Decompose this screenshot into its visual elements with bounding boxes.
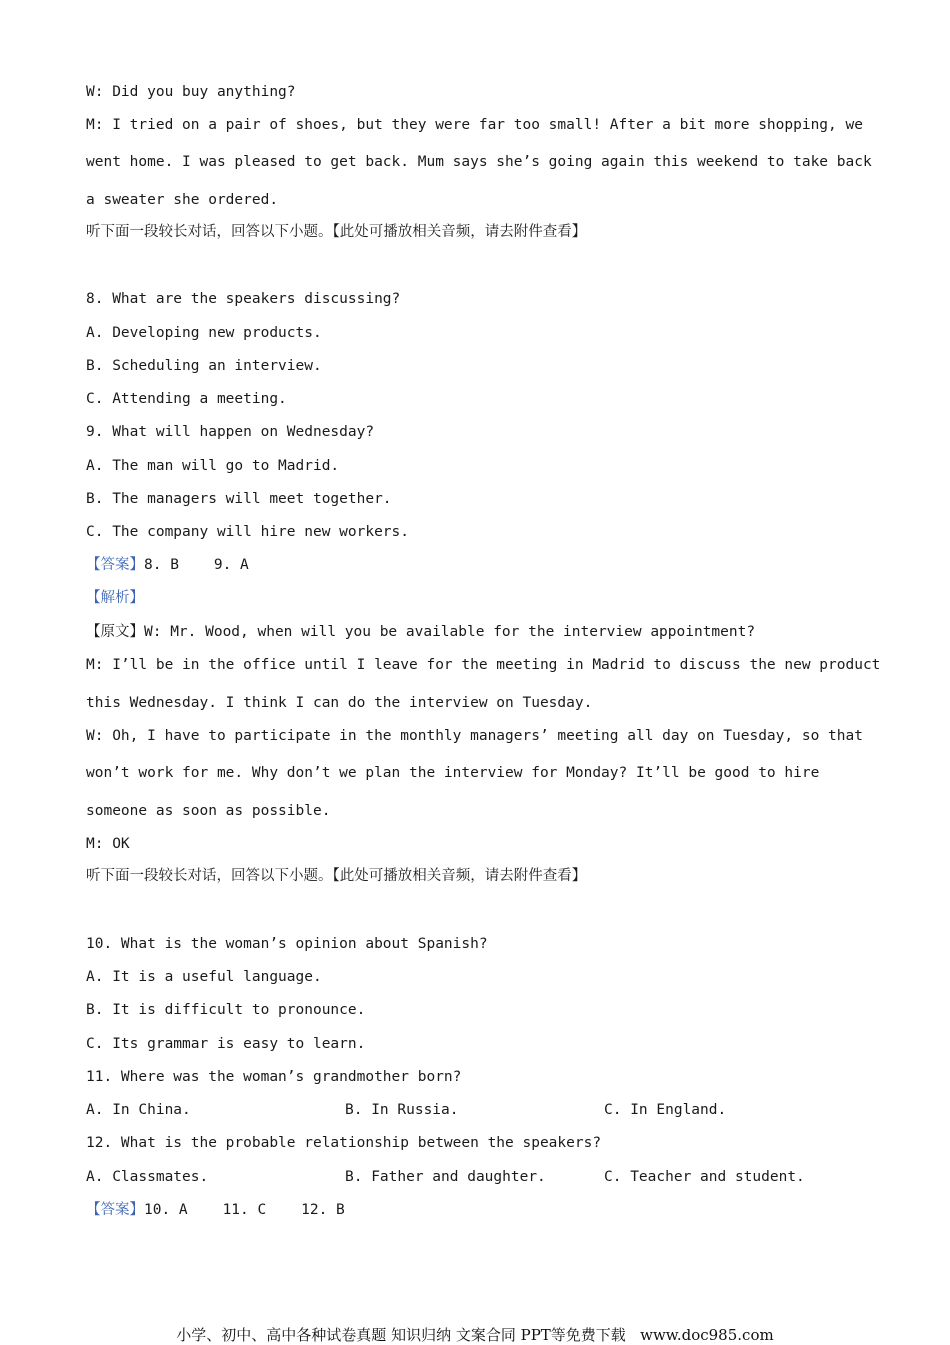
answer-label: 【答案】 bbox=[86, 557, 144, 573]
transcript-line bbox=[86, 623, 755, 641]
option-11c: C. In England. bbox=[604, 1102, 727, 1118]
option-12a: A. Classmates. bbox=[86, 1169, 209, 1185]
question-10: 10. What is the woman’s opinion about Spanish? bbox=[86, 936, 488, 952]
transcript-line: M: I’ll be in the office until I leave for the meeting in Madrid to discuss the new product bbox=[86, 657, 881, 673]
question-9: 9. What will happen on Wednesday? bbox=[86, 424, 375, 440]
option-12b: B. Father and daughter. bbox=[345, 1169, 546, 1185]
answer-label: 【答案】 bbox=[86, 1202, 144, 1218]
answer-line-2 bbox=[86, 1201, 345, 1219]
transcript-line: W: Oh, I have to participate in the monthly managers’ meeting all day on Tuesday, so that bbox=[86, 728, 863, 744]
option-8c: C. Attending a meeting. bbox=[86, 391, 287, 407]
question-11: 11. Where was the woman’s grandmother born? bbox=[86, 1069, 462, 1085]
answer-text: 8. B 9. A bbox=[144, 557, 249, 573]
analysis-label: 【解析】 bbox=[86, 590, 144, 606]
question-8: 8. What are the speakers discussing? bbox=[86, 291, 401, 307]
option-10c: C. Its grammar is easy to learn. bbox=[86, 1036, 366, 1052]
listening-instruction: 听下面一段较长对话，回答以下小题。【此处可播放相关音频，请去附件查看】 bbox=[86, 224, 587, 240]
transcript-label: 【原文】 bbox=[86, 624, 144, 640]
transcript-line: M: OK bbox=[86, 836, 130, 852]
dialogue-line: a sweater she ordered. bbox=[86, 192, 279, 208]
answer-line-1 bbox=[86, 556, 249, 574]
transcript-line: this Wednesday. I think I can do the interview on Tuesday. bbox=[86, 695, 593, 711]
dialogue-line: M: I tried on a pair of shoes, but they were far too small! After a bit more shopping, we bbox=[86, 117, 863, 133]
transcript-text: W: Mr. Wood, when will you be available for the interview appointment? bbox=[144, 624, 756, 640]
option-9a: A. The man will go to Madrid. bbox=[86, 458, 340, 474]
option-9c: C. The company will hire new workers. bbox=[86, 524, 410, 540]
dialogue-line: went home. I was pleased to get back. Mum says she’s going again this weekend to take back bbox=[86, 154, 872, 170]
option-11a: A. In China. bbox=[86, 1102, 191, 1118]
option-12c: C. Teacher and student. bbox=[604, 1169, 805, 1185]
option-9b: B. The managers will meet together. bbox=[86, 491, 392, 507]
transcript-line: someone as soon as possible. bbox=[86, 803, 331, 819]
footer-link[interactable]: 小学、初中、高中各种试卷真题 知识归纳 文案合同 PPT等免费下载 www.doc985.com bbox=[176, 1326, 774, 1344]
option-8b: B. Scheduling an interview. bbox=[86, 358, 322, 374]
option-8a: A. Developing new products. bbox=[86, 325, 322, 341]
answer-text: 10. A 11. C 12. B bbox=[144, 1202, 345, 1218]
listening-instruction: 听下面一段较长对话，回答以下小题。【此处可播放相关音频，请去附件查看】 bbox=[86, 868, 587, 884]
question-12: 12. What is the probable relationship between the speakers? bbox=[86, 1135, 602, 1151]
transcript-line: won’t work for me. Why don’t we plan the interview for Monday? It’ll be good to hire bbox=[86, 765, 820, 781]
dialogue-line: W: Did you buy anything? bbox=[86, 84, 296, 100]
option-11b: B. In Russia. bbox=[345, 1102, 459, 1118]
option-10a: A. It is a useful language. bbox=[86, 969, 322, 985]
option-10b: B. It is difficult to pronounce. bbox=[86, 1002, 366, 1018]
